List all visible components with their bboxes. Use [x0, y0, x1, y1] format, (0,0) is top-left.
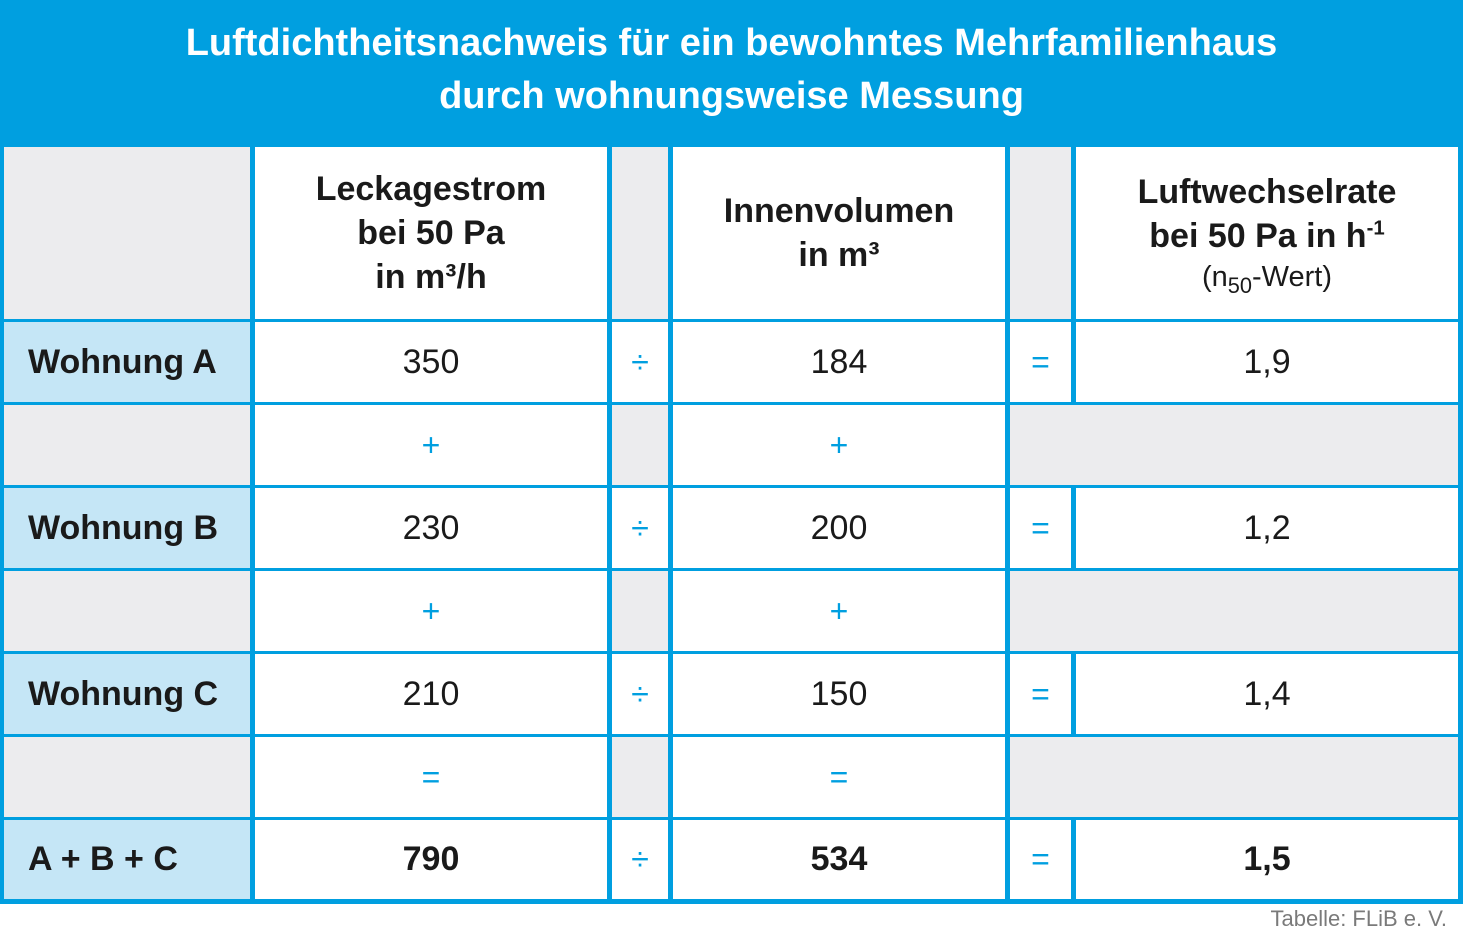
equals-operator: =: [1010, 322, 1071, 402]
header-luftwechselrate-line-2: [1149, 214, 1384, 258]
plus-operator: +: [673, 571, 1005, 651]
header-n50-subscript: 50: [1227, 272, 1252, 298]
value-leckagestrom-c: 210: [255, 654, 607, 734]
spacer-label-cell: [4, 737, 250, 817]
sum-equals-operator: =: [255, 737, 607, 817]
plus-operator: +: [673, 405, 1005, 485]
header-luftwechselrate-exponent: -1: [1366, 217, 1385, 240]
spacer-op-cell: [612, 737, 668, 817]
data-table: [0, 143, 1463, 904]
equals-operator: =: [1010, 820, 1071, 899]
header-luftwechselrate: [1076, 147, 1458, 319]
value-innenvolumen-total: 534: [673, 820, 1005, 899]
row-label-wohnung-a: Wohnung A: [4, 322, 250, 402]
value-luftwechselrate-total: 1,5: [1076, 820, 1458, 899]
divide-operator: ÷: [612, 820, 668, 899]
spacer-result-cell: [1010, 571, 1458, 651]
header-leckagestrom-line-2: bei 50 Pa: [357, 214, 505, 252]
spacer-label-cell: [4, 571, 250, 651]
header-luftwechselrate-unit: bei 50 Pa in h: [1149, 217, 1367, 255]
value-luftwechselrate-c: 1,4: [1076, 654, 1458, 734]
value-innenvolumen-b: 200: [673, 488, 1005, 568]
header-innenvolumen-line-2: in m³: [798, 236, 880, 274]
equals-operator: =: [1010, 654, 1071, 734]
header-n50-prefix: (n: [1201, 261, 1228, 293]
header-op-cell-1: [612, 147, 668, 319]
header-leckagestrom: [255, 147, 607, 319]
title-line-2: durch wohnungsweise Messung: [439, 75, 1024, 117]
header-innenvolumen-line-1: Innenvolumen: [723, 192, 955, 230]
sum-equals-operator: =: [673, 737, 1005, 817]
spacer-result-cell: [1010, 405, 1458, 485]
value-luftwechselrate-b: 1,2: [1076, 488, 1458, 568]
row-label-total: A + B + C: [4, 820, 250, 899]
table-title: [0, 0, 1463, 143]
title-line-1: Luftdichtheitsnachweis für ein bewohntes Mehrfamilienhaus: [185, 22, 1278, 64]
value-leckagestrom-b: 230: [255, 488, 607, 568]
divide-operator: ÷: [612, 488, 668, 568]
divide-operator: ÷: [612, 322, 668, 402]
row-label-wohnung-b: Wohnung B: [4, 488, 250, 568]
spacer-op-cell: [612, 571, 668, 651]
header-luftwechselrate-line-1: Luftwechselrate: [1137, 173, 1397, 211]
equals-operator: =: [1010, 488, 1071, 568]
value-innenvolumen-a: 184: [673, 322, 1005, 402]
header-empty-cell: [4, 147, 250, 319]
value-innenvolumen-c: 150: [673, 654, 1005, 734]
spacer-label-cell: [4, 405, 250, 485]
plus-operator: +: [255, 405, 607, 485]
header-luftwechselrate-line-3: [1202, 258, 1332, 296]
divide-operator: ÷: [612, 654, 668, 734]
header-leckagestrom-line-1: Leckagestrom: [315, 170, 547, 208]
header-leckagestrom-line-3: in m³/h: [375, 258, 487, 296]
row-label-wohnung-c: Wohnung C: [4, 654, 250, 734]
plus-operator: +: [255, 571, 607, 651]
header-n50-suffix: -Wert): [1251, 261, 1332, 293]
value-leckagestrom-total: 790: [255, 820, 607, 899]
header-innenvolumen: [673, 147, 1005, 319]
spacer-op-cell: [612, 405, 668, 485]
source-credit: Tabelle: FLiB e. V.: [1270, 906, 1447, 931]
value-leckagestrom-a: 350: [255, 322, 607, 402]
spacer-result-cell: [1010, 737, 1458, 817]
header-op-cell-2: [1010, 147, 1071, 319]
value-luftwechselrate-a: 1,9: [1076, 322, 1458, 402]
